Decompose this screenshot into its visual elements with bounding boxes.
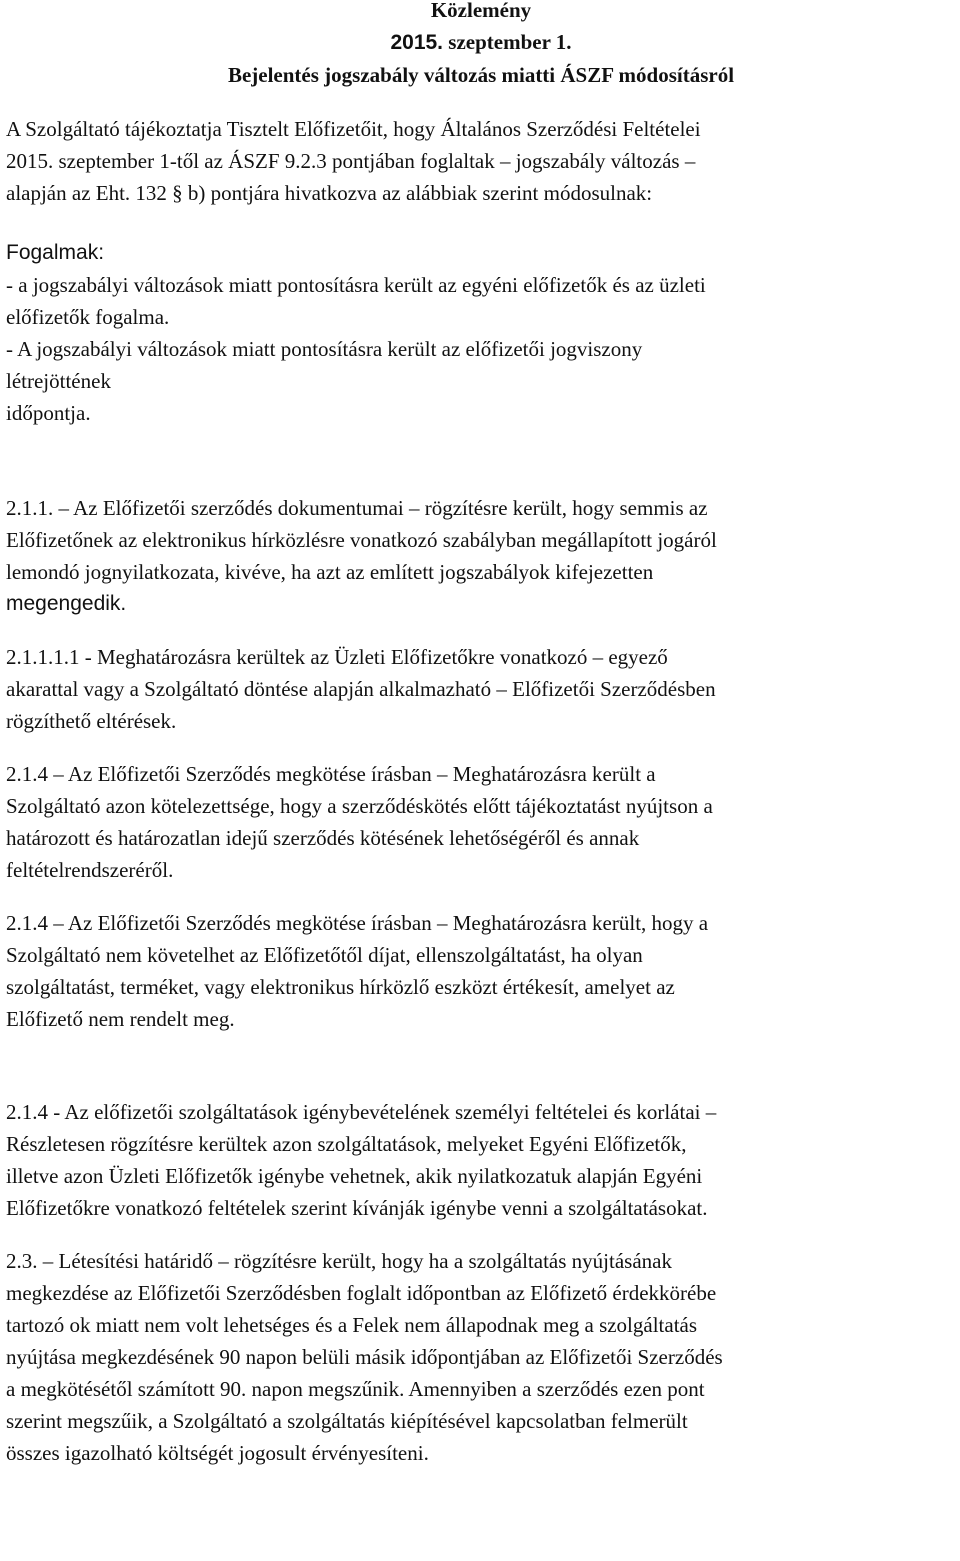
fogalmak-section	[6, 237, 956, 429]
document	[6, 0, 956, 1469]
document-date	[6, 26, 956, 59]
text-line: tartozó ok miatt nem volt lehetséges és a Felek nem állapodnak meg a szolgáltatás	[6, 1313, 698, 1337]
text-line: - A jogszabályi változások miatt pontosításra került az előfizetői jogviszony	[6, 337, 643, 361]
text-line: határozott és határozatlan idejű szerződés kötésének lehetőségéről és annak	[6, 826, 640, 850]
intro-paragraph	[6, 113, 956, 209]
document-subtitle: Bejelentés jogszabály változás miatti ÁSZF módosításról	[227, 63, 735, 87]
text-line: illetve azon Üzleti Előfizetők igénybe vehetnek, akik nyilatkozatuk alapján Egyéni	[6, 1164, 703, 1188]
section-2-1-4-c	[6, 1096, 956, 1224]
document-header	[6, 0, 956, 91]
text-line: 2.3. – Létesítési határidő – rögzítésre került, hogy ha a szolgáltatás nyújtásának	[6, 1249, 672, 1273]
section-2-3	[6, 1245, 956, 1469]
document-title: Közlemény	[430, 0, 532, 22]
section-2-1-4-a	[6, 758, 956, 886]
text-line: lemondó jognyilatkozata, kivéve, ha azt az említett jogszabályok kifejezetten	[6, 560, 654, 584]
text-line: 2.1.1.1.1 - Meghatározásra kerültek az Üzleti Előfizetőkre vonatkozó – egyező	[6, 645, 668, 669]
text-line: a megkötésétől számított 90. napon megszűnik. Amennyiben a szerződés ezen pont	[6, 1377, 705, 1401]
text-line: Előfizetőnek az elektronikus hírközlésre vonatkozó szabályban megállapított jogáról	[6, 528, 717, 552]
text-line: nyújtása megkezdésének 90 napon belüli másik időpontjában az Előfizetői Szerződés	[6, 1345, 723, 1369]
text-line: - a jogszabályi változások miatt pontosításra került az egyéni előfizetők és az üzleti	[6, 273, 706, 297]
text-line: 2.1.4 – Az Előfizetői Szerződés megkötése írásban – Meghatározásra került a	[6, 762, 656, 786]
text-line: szerint megszűik, a Szolgáltató a szolgáltatás kiépítésével kapcsolatban felmerült	[6, 1409, 688, 1433]
section-2-1-4-b	[6, 907, 956, 1035]
text-line: rögzíthető eltérések.	[6, 709, 177, 733]
text-line: akarattal vagy a Szolgáltató döntése alapján alkalmazható – Előfizetői Szerződésben	[6, 677, 716, 701]
text-line: megkezdése az Előfizetői Szerződésben foglalt időpontban az Előfizető érdekkörébe	[6, 1281, 717, 1305]
section-2-1-1	[6, 492, 956, 620]
text-line: alapján az Eht. 132 § b) pontjára hivatkozva az alábbiak szerint módosulnak:	[6, 181, 653, 205]
text-line: Szolgáltató azon kötelezettsége, hogy a szerződéskötés előtt tájékoztatást nyújtson a	[6, 794, 713, 818]
date-year: 2015.	[390, 31, 444, 54]
text-line: 2015. szeptember 1-től az ÁSZF 9.2.3 pontjában foglaltak – jogszabály változás –	[6, 149, 696, 173]
text-line: előfizetők fogalma.	[6, 305, 170, 329]
text-line: Előfizető nem rendelt meg.	[6, 1007, 235, 1031]
text-line: A Szolgáltató tájékoztatja Tisztelt Előfizetőit, hogy Általános Szerződési Feltételei	[6, 117, 701, 141]
text-line: 2.1.4 - Az előfizetői szolgáltatások igénybevételének személyi feltételei és korlátai –	[6, 1100, 717, 1124]
text-line: Előfizetőkre vonatkozó feltételek szerint kívánják igénybe venni a szolgáltatásokat.	[6, 1196, 708, 1220]
text-line: időpontja.	[6, 401, 91, 425]
fogalmak-heading: Fogalmak:	[6, 241, 105, 264]
text-line: megengedik.	[6, 592, 127, 615]
text-line: Szolgáltató nem követelhet az Előfizetőtől díjat, ellenszolgáltatást, ha olyan	[6, 943, 643, 967]
text-line: 2.1.1. – Az Előfizetői szerződés dokumentumai – rögzítésre került, hogy semmis az	[6, 496, 708, 520]
section-2-1-1-1-1	[6, 641, 956, 737]
date-rest: szeptember 1.	[443, 30, 572, 54]
text-line: szolgáltatást, terméket, vagy elektronikus hírközlő eszközt értékesít, amelyet az	[6, 975, 675, 999]
text-line: Részletesen rögzítésre kerültek azon szolgáltatások, melyeket Egyéni Előfizetők,	[6, 1132, 687, 1156]
text-line: feltételrendszeréről.	[6, 858, 174, 882]
text-line: összes igazolható költségét jogosult érvényesíteni.	[6, 1441, 429, 1465]
text-line: 2.1.4 – Az Előfizetői Szerződés megkötése írásban – Meghatározásra került, hogy a	[6, 911, 709, 935]
text-line: létrejöttének	[6, 369, 111, 393]
